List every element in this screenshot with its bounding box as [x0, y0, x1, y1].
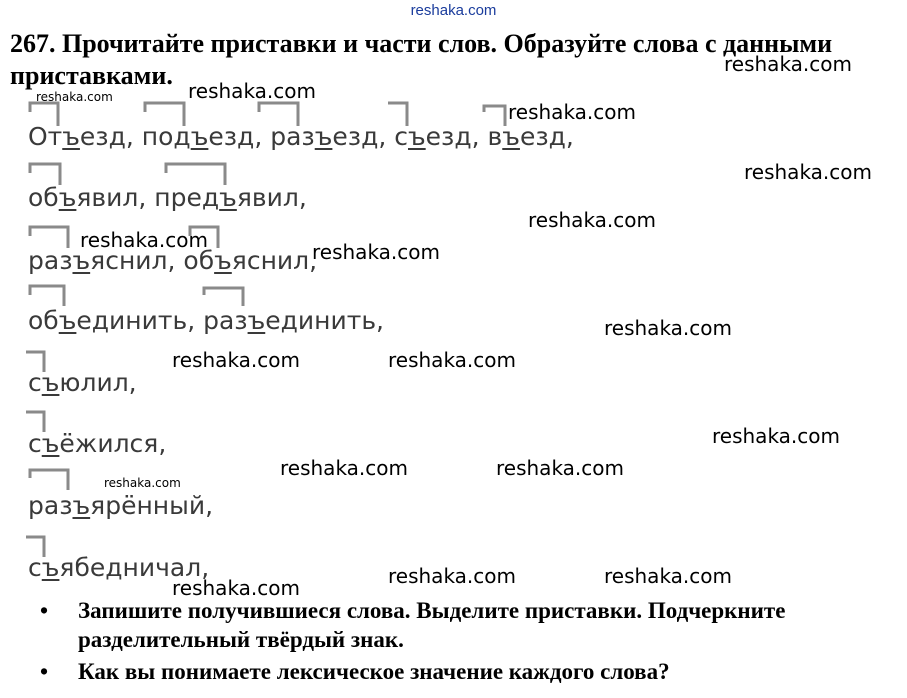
bullet: • [40, 598, 49, 623]
prefix-mark [30, 286, 64, 306]
word-line: объединить, разъединить, [28, 306, 384, 335]
watermark: reshaka.com [188, 79, 316, 103]
exercise-title: 267. Прочитайте приставки и части слов. Образуйте слова с данными приставками. [10, 29, 833, 90]
watermark: reshaka.com [604, 316, 732, 340]
watermark: reshaka.com [172, 348, 300, 372]
word-line: Отъезд, подъезд, разъезд, съезд, въезд, [28, 122, 574, 151]
watermark: reshaka.com [36, 90, 113, 104]
watermark: reshaka.com [104, 476, 181, 490]
prefix-mark [204, 288, 243, 306]
watermark: reshaka.com [604, 564, 732, 588]
watermark: reshaka.com [528, 208, 656, 232]
watermark: reshaka.com [388, 564, 516, 588]
task-list [0, 596, 907, 689]
watermark: reshaka.com [712, 424, 840, 448]
prefix-mark [30, 227, 68, 248]
watermark: reshaka.com [724, 52, 852, 76]
task-text: Как вы понимаете лексическое значение каждого слова? [78, 659, 670, 684]
watermark: reshaka.com [508, 100, 636, 124]
word-line: съябедничал, [28, 553, 210, 582]
watermark: reshaka.com [312, 240, 440, 264]
watermark: reshaka.com [172, 576, 300, 600]
watermark: reshaka.com [744, 160, 872, 184]
prefix-mark [30, 164, 60, 185]
task-item [0, 657, 907, 686]
watermark: reshaka.com [496, 456, 624, 480]
watermark: reshaka.com [280, 456, 408, 480]
prefix-mark [166, 164, 225, 185]
word-line: съёжился, [28, 429, 167, 458]
task-item [0, 596, 907, 654]
task-text: Запишите получившиеся слова. Выделите приставки. Подчеркните разделительный твёрдый знак. [78, 598, 786, 652]
site-header-link[interactable]: reshaka.com [410, 2, 497, 19]
watermark: reshaka.com [80, 228, 208, 252]
bullet: • [40, 659, 49, 684]
word-line: разъяснил, объяснил, [28, 246, 318, 275]
word-line: объявил, предъявил, [28, 183, 307, 212]
watermark: reshaka.com [388, 348, 516, 372]
prefix-mark [30, 470, 68, 490]
word-line: разъярённый, [28, 491, 214, 520]
word-line: съюлил, [28, 368, 137, 397]
